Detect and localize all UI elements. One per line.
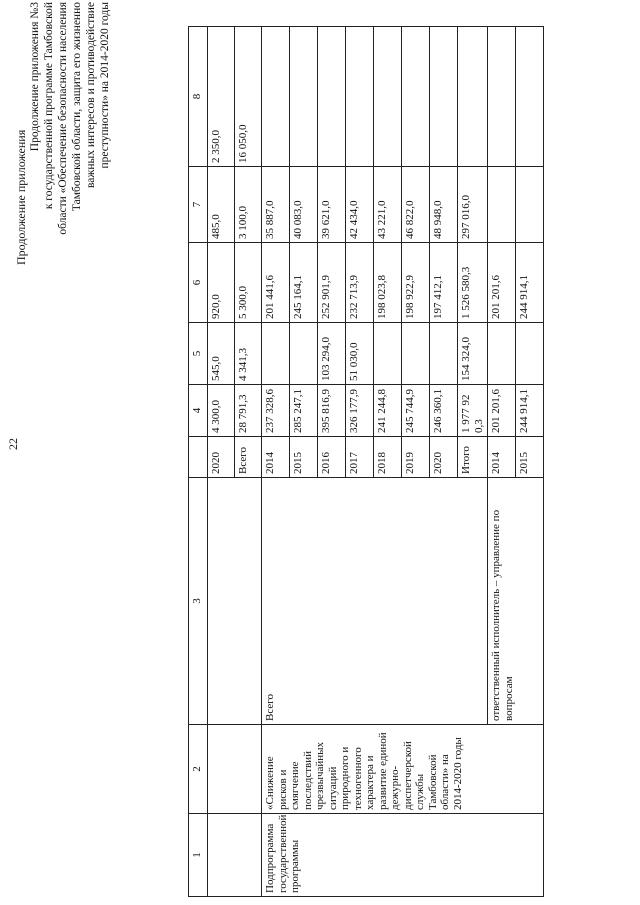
- amount-cell: 395 816,9: [318, 385, 346, 437]
- amount-cell: [402, 27, 430, 167]
- year-cell: 2015: [290, 437, 318, 478]
- amount-cell: [430, 323, 458, 385]
- amount-cell: 285 247,1: [290, 385, 318, 437]
- amount-cell: 201 441,6: [262, 243, 290, 323]
- column-number: 2: [189, 725, 208, 814]
- amount-cell: [516, 27, 544, 167]
- amount-cell: 2 350,0: [208, 27, 235, 167]
- amount-cell: 1 526 580,3: [458, 243, 488, 323]
- amount-cell: 3 100,0: [235, 167, 262, 243]
- year-cell: Итого: [458, 437, 488, 478]
- amount-cell: 35 887,0: [262, 167, 290, 243]
- amount-cell: 1 977 920,3: [458, 385, 488, 437]
- year-cell: 2014: [262, 437, 290, 478]
- amount-cell: 4 300,0: [208, 385, 235, 437]
- amount-cell: 485,0: [208, 167, 235, 243]
- year-cell: 2020: [430, 437, 458, 478]
- amount-cell: 201 201,6: [488, 243, 516, 323]
- amount-cell: [290, 27, 318, 167]
- column-number: 5: [189, 323, 208, 385]
- amount-cell: [374, 27, 402, 167]
- amount-cell: 5 300,0: [235, 243, 262, 323]
- amount-cell: 241 244,8: [374, 385, 402, 437]
- year-cell: 2017: [346, 437, 374, 478]
- amount-cell: [374, 323, 402, 385]
- amount-cell: 244 914,1: [516, 243, 544, 323]
- subprogram-label: Подпрограмма государственной программы: [262, 814, 544, 897]
- amount-cell: 197 412,1: [430, 243, 458, 323]
- year-cell: Всего: [235, 437, 262, 478]
- year-cell: 2015: [516, 437, 544, 478]
- amount-cell: [516, 167, 544, 243]
- amount-cell: 201 201,6: [488, 385, 516, 437]
- amount-cell: 244 914,1: [516, 385, 544, 437]
- amount-cell: 39 621,0: [318, 167, 346, 243]
- appendix-header-line: Продолжение приложения №3: [29, 2, 41, 152]
- amount-cell: [318, 27, 346, 167]
- table-row: [262, 27, 290, 897]
- page-number: 22: [6, 438, 20, 450]
- column-number: 7: [189, 167, 208, 243]
- budget-table: [188, 26, 544, 897]
- amount-cell: [346, 27, 374, 167]
- year-cell: 2016: [318, 437, 346, 478]
- total-label: Всего: [262, 478, 488, 725]
- amount-cell: [488, 167, 516, 243]
- amount-cell: 252 901,9: [318, 243, 346, 323]
- appendix-continued-label: Продолжение приложения: [14, 129, 28, 265]
- amount-cell: 198 023,8: [374, 243, 402, 323]
- amount-cell: [516, 323, 544, 385]
- amount-cell: [262, 323, 290, 385]
- amount-cell: 48 948,0: [430, 167, 458, 243]
- amount-cell: 42 434,0: [346, 167, 374, 243]
- amount-cell: 40 083,0: [290, 167, 318, 243]
- amount-cell: 198 922,9: [402, 243, 430, 323]
- column-number: [189, 437, 208, 478]
- appendix-header-line: важных интересов и противодействие: [85, 2, 97, 188]
- amount-cell: [458, 27, 488, 167]
- column-number: 8: [189, 27, 208, 167]
- amount-cell: [430, 27, 458, 167]
- amount-cell: 297 016,0: [458, 167, 488, 243]
- amount-cell: 51 030,0: [346, 323, 374, 385]
- amount-cell: 545,0: [208, 323, 235, 385]
- amount-cell: [290, 323, 318, 385]
- amount-cell: 326 177,9: [346, 385, 374, 437]
- appendix-header-line: Тамбовской области, защита его жизненно: [71, 2, 83, 212]
- column-number-row: [189, 27, 208, 897]
- amount-cell: 245 164,1: [290, 243, 318, 323]
- column-number: 4: [189, 385, 208, 437]
- appendix-header-line: к государственной программе Тамбовской: [43, 2, 55, 210]
- subprogram-title: «Снижение рисков и смягчение последствий чрезвычайных ситуаций природного и техногенного характера и развитие единой дежурно-диспетчерской службы Тамбовской области» на 2014-2020 годы: [262, 725, 544, 814]
- amount-cell: [262, 27, 290, 167]
- amount-cell: 16 050,0: [235, 27, 262, 167]
- column-number: 6: [189, 243, 208, 323]
- amount-cell: [402, 323, 430, 385]
- amount-cell: 232 713,9: [346, 243, 374, 323]
- appendix-header: [28, 2, 112, 287]
- amount-cell: 4 341,3: [235, 323, 262, 385]
- amount-cell: 237 328,6: [262, 385, 290, 437]
- amount-cell: [488, 323, 516, 385]
- amount-cell: 46 822,0: [402, 167, 430, 243]
- appendix-header-line: области «Обеспечение безопасности населения: [57, 2, 69, 235]
- table-row: [208, 27, 235, 897]
- amount-cell: 103 294,0: [318, 323, 346, 385]
- amount-cell: 28 791,3: [235, 385, 262, 437]
- amount-cell: [488, 27, 516, 167]
- amount-cell: 920,0: [208, 243, 235, 323]
- column-number: 1: [189, 814, 208, 897]
- appendix-header-line: преступности» на 2014-2020 годы: [99, 2, 111, 169]
- amount-cell: 245 744,9: [402, 385, 430, 437]
- amount-cell: 246 360,1: [430, 385, 458, 437]
- executor-label: ответственный исполнитель – управление по вопросам: [488, 478, 544, 725]
- year-cell: 2018: [374, 437, 402, 478]
- amount-cell: 154 324,0: [458, 323, 488, 385]
- amount-cell: 43 221,0: [374, 167, 402, 243]
- column-number: 3: [189, 478, 208, 725]
- year-cell: 2019: [402, 437, 430, 478]
- year-cell: 2014: [488, 437, 516, 478]
- year-cell: 2020: [208, 437, 235, 478]
